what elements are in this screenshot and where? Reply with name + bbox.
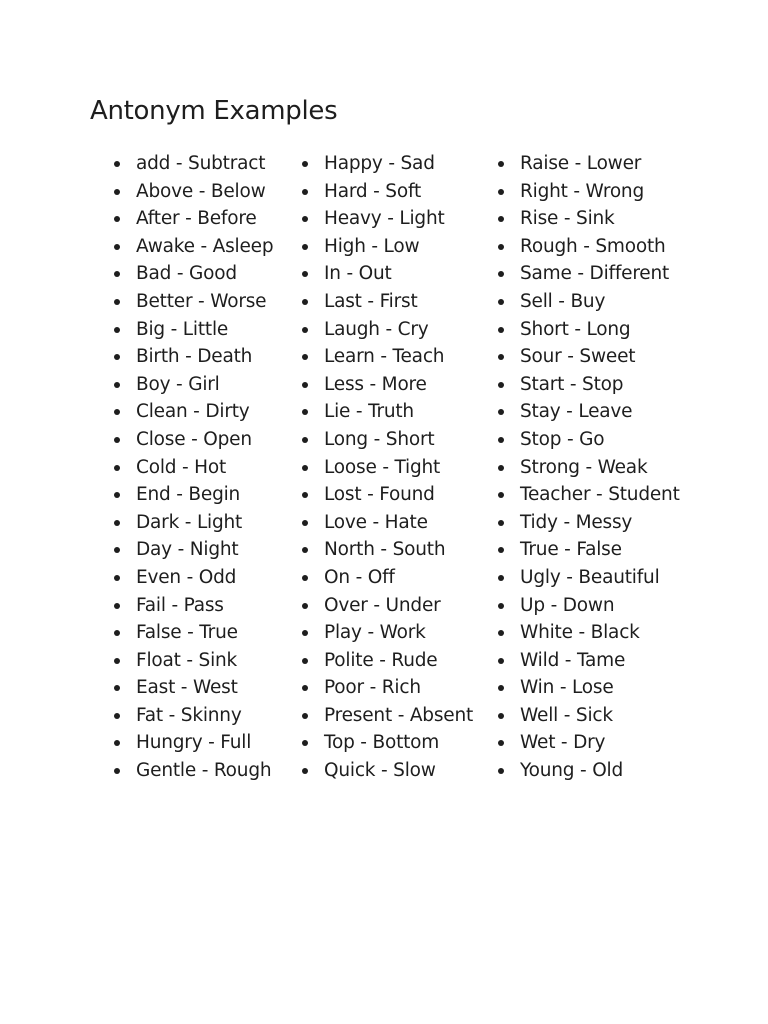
antonym-list-column-1 bbox=[112, 150, 273, 785]
list-item: Lost - Found bbox=[300, 481, 473, 509]
list-item: Boy - Girl bbox=[112, 371, 273, 399]
list-item: Hard - Soft bbox=[300, 178, 473, 206]
list-item: Over - Under bbox=[300, 592, 473, 620]
list-item: Sell - Buy bbox=[496, 288, 680, 316]
list-item: On - Off bbox=[300, 564, 473, 592]
list-item: Last - First bbox=[300, 288, 473, 316]
list-item: Up - Down bbox=[496, 592, 680, 620]
list-item: Tidy - Messy bbox=[496, 509, 680, 537]
list-item: Play - Work bbox=[300, 619, 473, 647]
list-item: Start - Stop bbox=[496, 371, 680, 399]
list-item: Wild - Tame bbox=[496, 647, 680, 675]
list-item: Laugh - Cry bbox=[300, 316, 473, 344]
list-item: Rise - Sink bbox=[496, 205, 680, 233]
list-item: Float - Sink bbox=[112, 647, 273, 675]
list-item: Same - Different bbox=[496, 260, 680, 288]
list-item: Less - More bbox=[300, 371, 473, 399]
list-item: Close - Open bbox=[112, 426, 273, 454]
list-item: Stop - Go bbox=[496, 426, 680, 454]
list-item: Well - Sick bbox=[496, 702, 680, 730]
list-item: Ugly - Beautiful bbox=[496, 564, 680, 592]
list-item: Day - Night bbox=[112, 536, 273, 564]
list-item: Bad - Good bbox=[112, 260, 273, 288]
list-item: Long - Short bbox=[300, 426, 473, 454]
list-item: Fat - Skinny bbox=[112, 702, 273, 730]
list-item: Birth - Death bbox=[112, 343, 273, 371]
list-item: Better - Worse bbox=[112, 288, 273, 316]
list-item: Hungry - Full bbox=[112, 729, 273, 757]
list-item: Dark - Light bbox=[112, 509, 273, 537]
antonym-list-column-3 bbox=[496, 150, 680, 785]
list-item: Love - Hate bbox=[300, 509, 473, 537]
list-item: Right - Wrong bbox=[496, 178, 680, 206]
list-item: Clean - Dirty bbox=[112, 398, 273, 426]
list-item: True - False bbox=[496, 536, 680, 564]
list-item: After - Before bbox=[112, 205, 273, 233]
list-item: Stay - Leave bbox=[496, 398, 680, 426]
list-item: Top - Bottom bbox=[300, 729, 473, 757]
list-item: Teacher - Student bbox=[496, 481, 680, 509]
list-item: Wet - Dry bbox=[496, 729, 680, 757]
list-item: Learn - Teach bbox=[300, 343, 473, 371]
list-item: Happy - Sad bbox=[300, 150, 473, 178]
list-item: Sour - Sweet bbox=[496, 343, 680, 371]
list-item: End - Begin bbox=[112, 481, 273, 509]
list-item: add - Subtract bbox=[112, 150, 273, 178]
list-item: Rough - Smooth bbox=[496, 233, 680, 261]
list-item: White - Black bbox=[496, 619, 680, 647]
list-item: False - True bbox=[112, 619, 273, 647]
list-item: Big - Little bbox=[112, 316, 273, 344]
list-item: Fail - Pass bbox=[112, 592, 273, 620]
list-item: North - South bbox=[300, 536, 473, 564]
page-title: Antonym Examples bbox=[90, 96, 338, 126]
list-item: High - Low bbox=[300, 233, 473, 261]
list-item: Quick - Slow bbox=[300, 757, 473, 785]
list-item: Present - Absent bbox=[300, 702, 473, 730]
list-item: Loose - Tight bbox=[300, 454, 473, 482]
list-item: Above - Below bbox=[112, 178, 273, 206]
list-item: Strong - Weak bbox=[496, 454, 680, 482]
list-item: Even - Odd bbox=[112, 564, 273, 592]
list-item: Young - Old bbox=[496, 757, 680, 785]
list-item: Lie - Truth bbox=[300, 398, 473, 426]
list-item: Gentle - Rough bbox=[112, 757, 273, 785]
list-item: East - West bbox=[112, 674, 273, 702]
list-item: Win - Lose bbox=[496, 674, 680, 702]
list-item: Raise - Lower bbox=[496, 150, 680, 178]
list-item: Awake - Asleep bbox=[112, 233, 273, 261]
list-item: Polite - Rude bbox=[300, 647, 473, 675]
list-item: In - Out bbox=[300, 260, 473, 288]
list-item: Cold - Hot bbox=[112, 454, 273, 482]
list-item: Short - Long bbox=[496, 316, 680, 344]
list-item: Poor - Rich bbox=[300, 674, 473, 702]
list-item: Heavy - Light bbox=[300, 205, 473, 233]
antonym-list-column-2 bbox=[300, 150, 473, 785]
